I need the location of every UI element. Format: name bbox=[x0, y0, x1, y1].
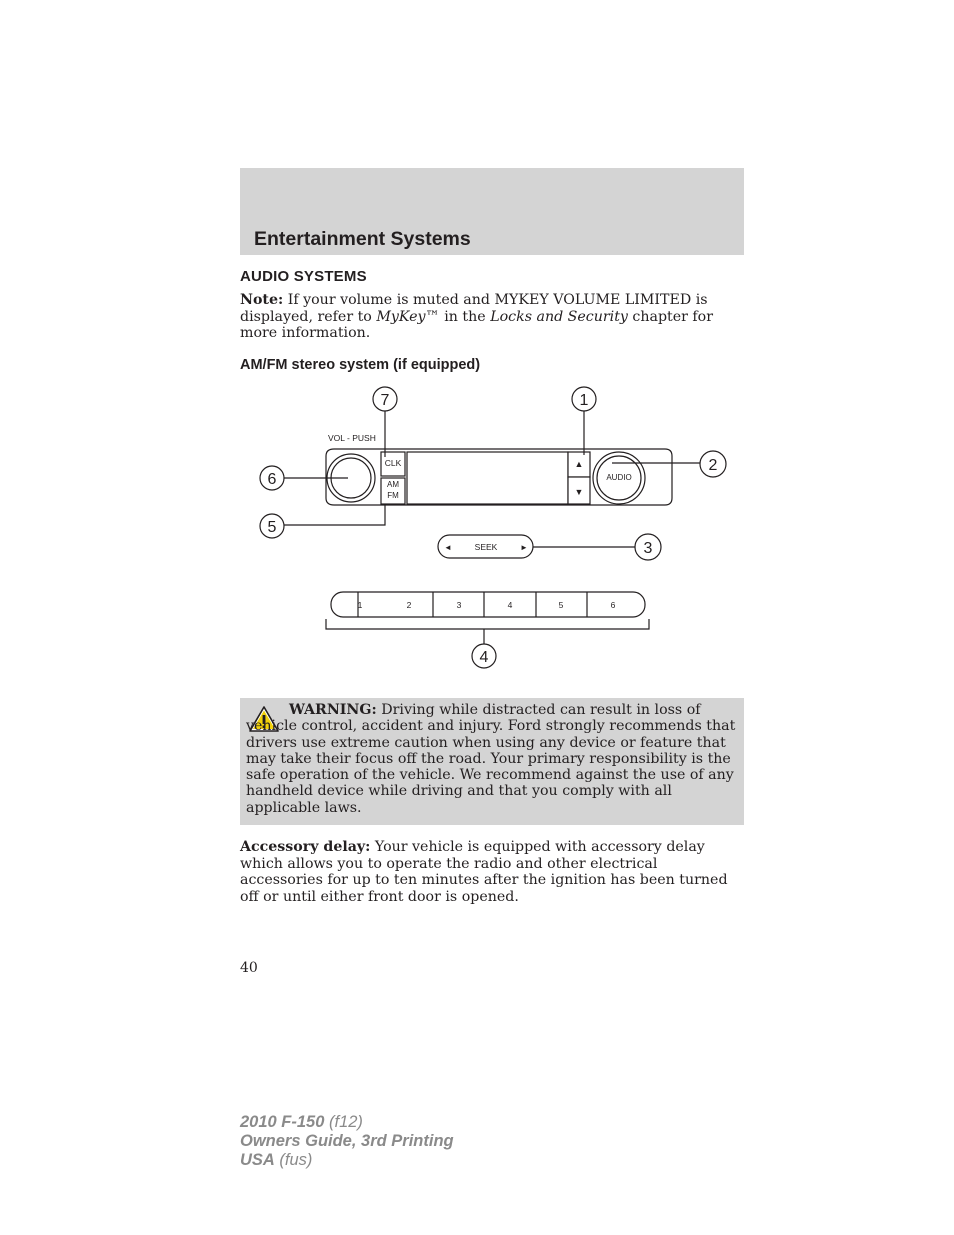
note-text-1: If your volume is muted and MYKEY VOLUME LIMITED is displayed, refer to bbox=[240, 292, 708, 325]
fm-label: FM bbox=[387, 491, 399, 500]
radio-display bbox=[407, 452, 568, 504]
preset-3-label: 3 bbox=[456, 600, 462, 610]
footer-market: USA bbox=[240, 1151, 275, 1169]
note-text-2: in the bbox=[439, 308, 491, 325]
preset-strip bbox=[331, 592, 645, 617]
seek-label: SEEK bbox=[474, 542, 498, 552]
preset-6-label: 6 bbox=[610, 600, 616, 610]
warning-text: Driving while distracted can result in loss of vehicle control, accident and injury. Ford strongly recommends that drivers use extreme caution when using any device or feature that may take their focus off the road. Your primary responsibility is the safe operation of the vehicle. We recommend against the use of any handheld device while driving and that you comply with all applicable laws. bbox=[246, 702, 736, 816]
preset-2-label: 2 bbox=[406, 600, 412, 610]
footer-line-2: Owners Guide, 3rd Printing bbox=[240, 1132, 454, 1150]
note-text-3: chapter for more information. bbox=[240, 308, 714, 342]
subsection-heading: AM/FM stereo system (if equipped) bbox=[240, 357, 481, 373]
tune-up-icon: ▲ bbox=[574, 459, 584, 469]
callout-3: 3 bbox=[643, 540, 653, 557]
page-number: 40 bbox=[240, 960, 258, 976]
seek-left-icon: ◄ bbox=[444, 543, 452, 552]
preset-1-label: 1 bbox=[357, 600, 363, 610]
note-paragraph bbox=[240, 292, 744, 342]
note-mykey: MyKey™ bbox=[376, 308, 440, 325]
radio-diagram bbox=[240, 380, 744, 680]
accessory-label: Accessory delay: bbox=[240, 839, 371, 855]
audio-label: AUDIO bbox=[606, 473, 632, 482]
note-chapter-ref: Locks and Security bbox=[490, 308, 628, 325]
accessory-text: Your vehicle is equipped with accessory delay which allows you to operate the radio and other electrical accessories for up to ten minutes after the ignition has been turned off or until either front door is opened. bbox=[240, 839, 728, 905]
am-label: AM bbox=[387, 480, 399, 489]
vol-push-label: VOL - PUSH bbox=[328, 433, 376, 443]
callout-7: 7 bbox=[380, 392, 390, 409]
warning-box bbox=[240, 698, 744, 825]
chapter-header-band bbox=[240, 168, 744, 255]
footer-line-3 bbox=[240, 1151, 454, 1170]
footer-model-code: (f12) bbox=[324, 1113, 363, 1131]
footer-model: 2010 F-150 bbox=[240, 1113, 325, 1131]
warning-label: WARNING: bbox=[289, 702, 377, 718]
callout-2: 2 bbox=[708, 457, 718, 474]
callout-6: 6 bbox=[267, 471, 277, 488]
accessory-paragraph bbox=[240, 839, 744, 905]
footer-market-code: (fus) bbox=[274, 1151, 313, 1169]
note-label: Note: bbox=[240, 292, 284, 308]
footer-line-1 bbox=[240, 1113, 454, 1132]
preset-4-label: 4 bbox=[507, 600, 513, 610]
callout-1: 1 bbox=[579, 392, 589, 409]
callout-5: 5 bbox=[267, 519, 277, 536]
chapter-title: Entertainment Systems bbox=[254, 228, 471, 250]
tune-down-icon: ▼ bbox=[574, 487, 584, 497]
preset-5-label: 5 bbox=[558, 600, 564, 610]
clk-label: CLK bbox=[384, 458, 402, 468]
section-heading: AUDIO SYSTEMS bbox=[240, 268, 367, 285]
warning-paragraph bbox=[246, 702, 738, 816]
footer bbox=[240, 1113, 454, 1170]
seek-right-icon: ► bbox=[520, 543, 528, 552]
callout-4: 4 bbox=[479, 649, 489, 666]
